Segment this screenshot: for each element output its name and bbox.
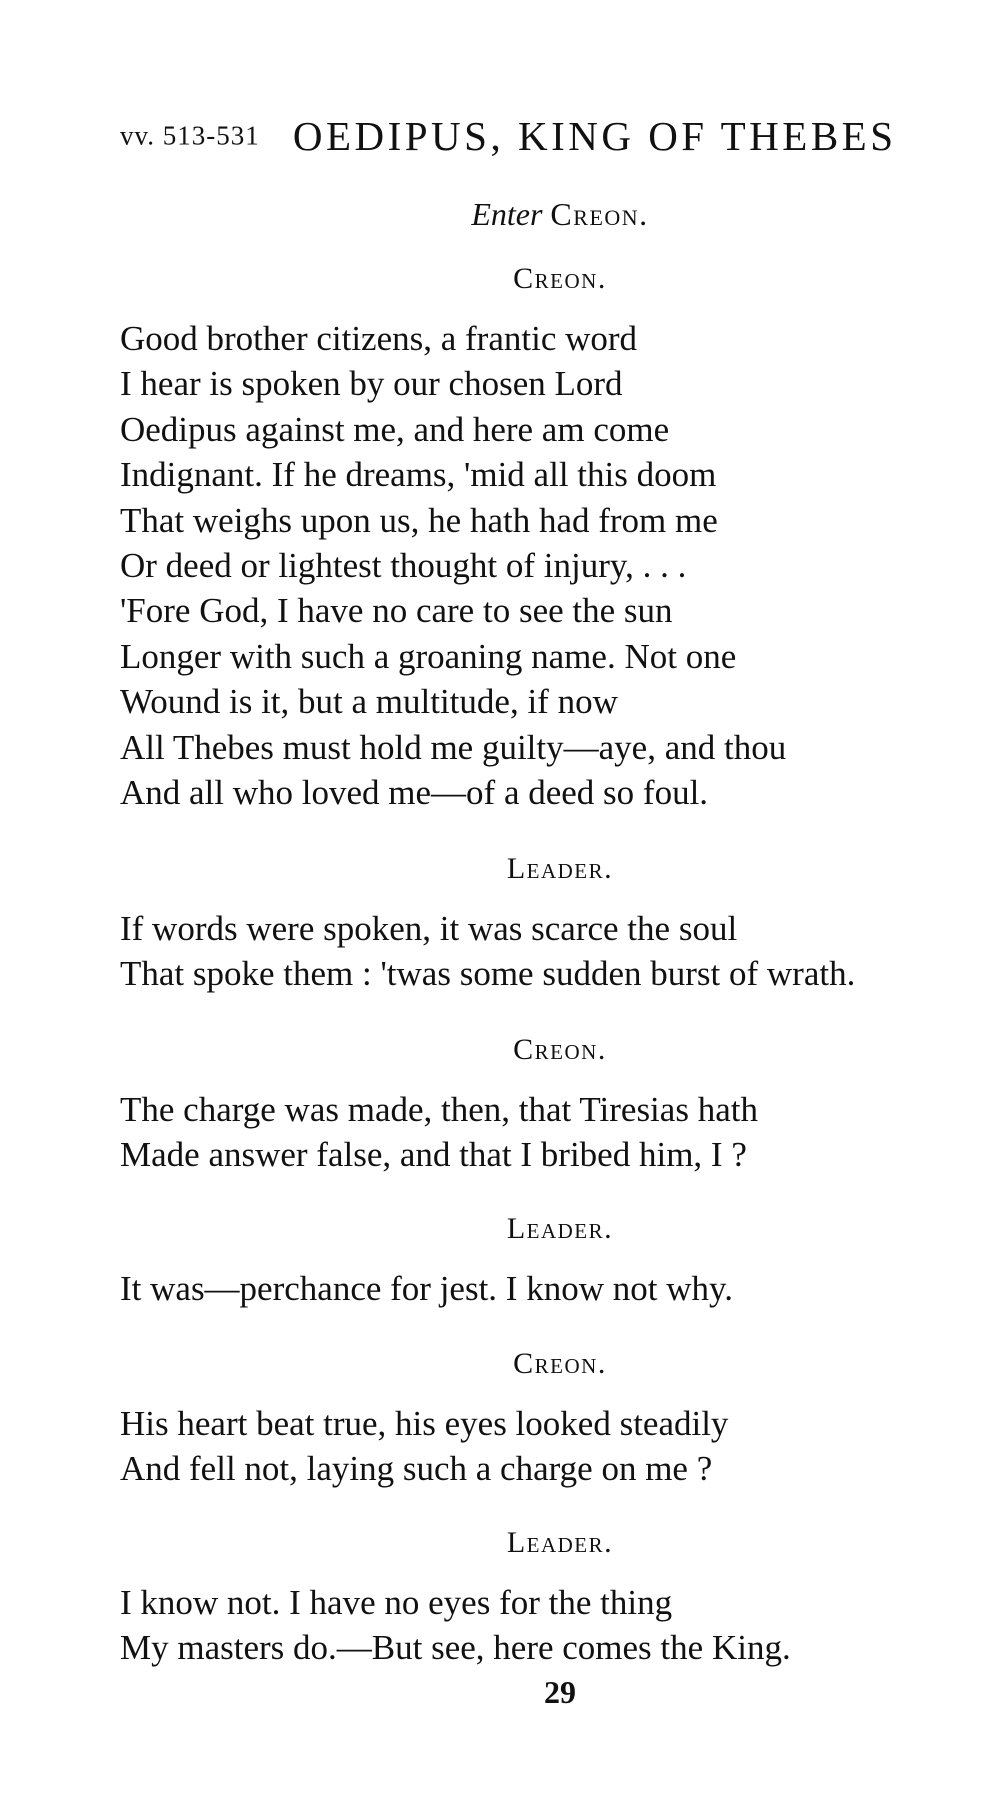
verse-line: Or deed or lightest thought of injury, . . . <box>120 546 687 586</box>
speech-block <box>120 906 855 997</box>
speaker-name: Creon. <box>513 1347 607 1380</box>
verse-line: My masters do.—But see, here comes the King. <box>120 1628 791 1668</box>
verse-line: And fell not, laying such a charge on me ? <box>120 1449 713 1489</box>
verse-line: Good brother citizens, a frantic word <box>120 319 638 358</box>
speech-block <box>120 1580 791 1671</box>
page-number: 29 <box>544 1674 576 1710</box>
stage-direction <box>0 196 1000 233</box>
verse-line: 'Fore God, I have no care to see the sun <box>120 591 673 631</box>
verse-line: That spoke them : 'twas some sudden burst of wrath. <box>120 954 856 994</box>
speaker-name: Creon. <box>513 262 607 295</box>
verse-line: That weighs upon us, he hath had from me <box>120 500 718 540</box>
verse-line: His heart beat true, his eyes looked steadily <box>120 1404 729 1443</box>
verse-line: The charge was made, then, that Tiresias hath <box>120 1090 758 1129</box>
page-title: OEDIPUS, KING OF THEBES <box>292 113 897 159</box>
stage-direction-character: Creon. <box>550 196 649 232</box>
verse-line: If words were spoken, it was scarce the soul <box>120 909 738 948</box>
speaker-name: Leader. <box>506 1212 614 1245</box>
running-header <box>120 112 897 160</box>
speaker-name: Leader. <box>506 852 614 885</box>
speech-block <box>120 1087 758 1178</box>
stage-direction-verb: Enter <box>471 196 543 232</box>
verse-line: Indignant. If he dreams, 'mid all this doom <box>120 455 717 495</box>
verse-line: Oedipus against me, and here am come <box>120 409 670 449</box>
speech-block <box>120 1401 728 1492</box>
speaker-name: Creon. <box>513 1033 607 1066</box>
speaker-name: Leader. <box>506 1526 614 1559</box>
verse-line: I know not. I have no eyes for the thing <box>120 1583 673 1622</box>
verse-line: I hear is spoken by our chosen Lord <box>120 364 623 404</box>
verse-line: Wound is it, but a multitude, if now <box>120 682 618 722</box>
verse-line: It was—perchance for jest. I know not why. <box>120 1269 733 1308</box>
verse-line: And all who loved me—of a deed so foul. <box>120 773 709 813</box>
verse-line: Longer with such a groaning name. Not one <box>120 636 737 676</box>
verse-range: vv. 513-531 <box>120 120 260 151</box>
speech-block <box>120 316 786 815</box>
verse-line: All Thebes must hold me guilty—aye, and thou <box>120 727 787 767</box>
speech-block <box>120 1266 733 1311</box>
verse-line: Made answer false, and that I bribed him, I ? <box>120 1135 747 1175</box>
